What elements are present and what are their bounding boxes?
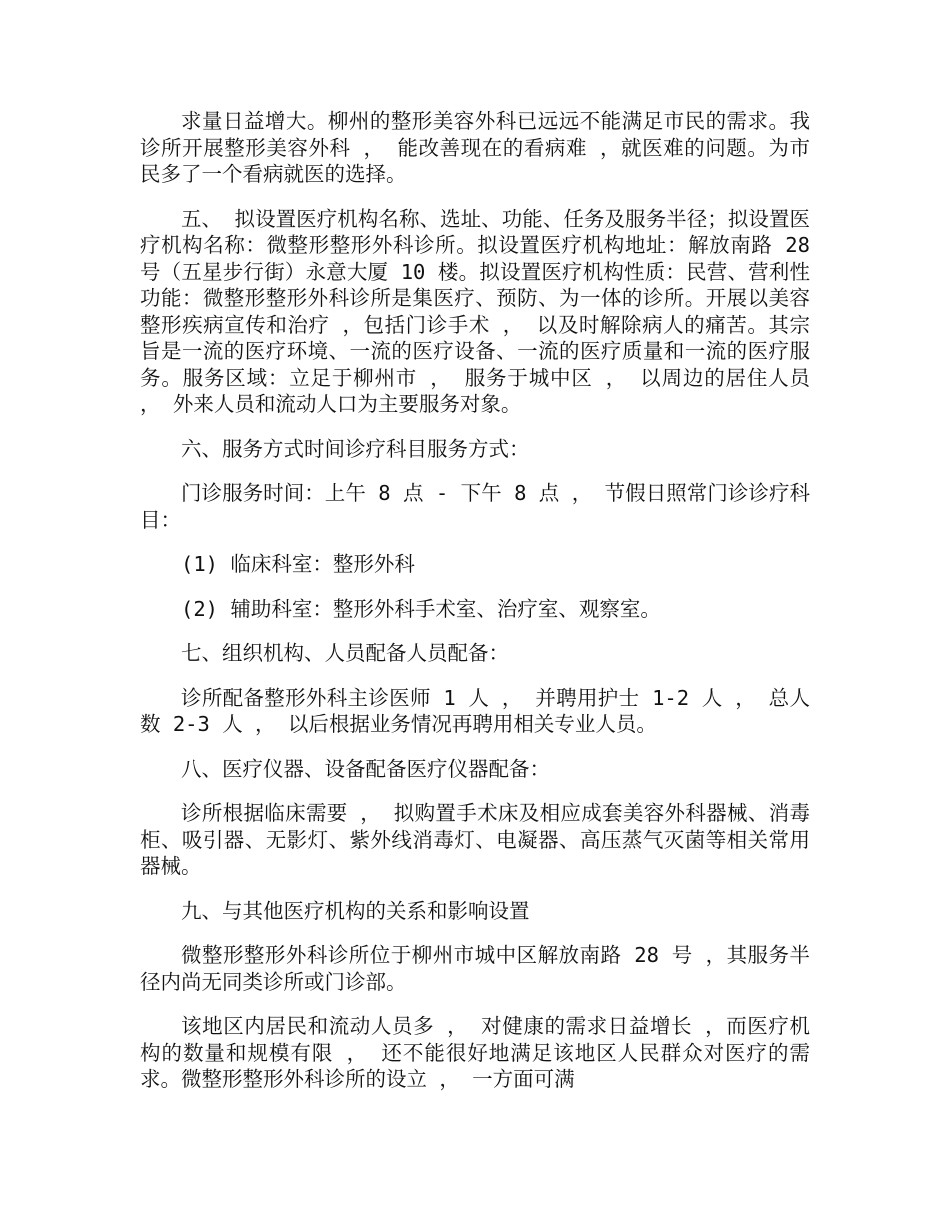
paragraph-continuation: 求量日益增大。柳州的整形美容外科已远远不能满足市民的需求。我诊所开展整形美容外科 ， 能改善现在的看病难 ，就医难的问题。为市民多了一个看病就医的选择。 xyxy=(140,109,810,186)
paragraph-section-five: 五、 拟设置医疗机构名称、选址、功能、任务及服务半径；拟设置医疗机构名称：微整形整形外科诊所。拟设置医疗机构地址：解放南路 28 号（五星步行街）永意大厦 10 楼。拟设置医疗机构性质：民营、营利性功能：微整形整形外科诊所是集医疗、预防、为一体的诊所。开展以美容整形疾病宣传和治疗 ，包括门诊手术 ， 以及时解除病人的痛苦。其宗旨是一流的医疗环境、一流的医疗设备、一流的医疗质量和一流的医疗服务。服务区域：立足于柳州市 ， 服务于城中区 ， 以周边的居住人员 ， 外来人员和流动人口为主要服务对象。 xyxy=(140,206,810,416)
paragraph-staffing: 诊所配备整形外科主诊医师 1 人 ， 并聘用护士 1-2 人 ， 总人数 2-3 人 ， 以后根据业务情况再聘用相关专业人员。 xyxy=(140,685,810,736)
paragraph-service-hours: 门诊服务时间：上午 8 点 - 下午 8 点 ， 节假日照常门诊诊疗科目： xyxy=(140,481,810,532)
paragraph-equipment: 诊所根据临床需要 ， 拟购置手术床及相应成套美容外科器械、消毒柜、吸引器、无影灯、紫外线消毒灯、电凝器、高压蒸气灭菌等相关常用器械。 xyxy=(140,801,810,878)
heading-section-eight: 八、医疗仪器、设备配备医疗仪器配备： xyxy=(181,756,550,781)
heading-section-six: 六、服务方式时间诊疗科目服务方式： xyxy=(181,436,530,461)
list-item-clinical-department: (1) 临床科室：整形外科 xyxy=(181,552,415,576)
paragraph-location: 微整形整形外科诊所位于柳州市城中区解放南路 28 号 ，其服务半径内尚无同类诊所或门诊部。 xyxy=(140,943,810,994)
paragraph-demand: 该地区内居民和流动人员多 ， 对健康的需求日益增长 ，而医疗机构的数量和规模有限 ， 还不能很好地满足该地区人民群众对医疗的需求。微整形整形外科诊所的设立 ， 一方面可满 xyxy=(140,1014,810,1091)
heading-section-nine: 九、与其他医疗机构的关系和影响设置 xyxy=(181,898,530,923)
list-item-auxiliary-department: (2) 辅助科室：整形外科手术室、治疗室、观察室。 xyxy=(181,596,661,621)
heading-section-seven: 七、组织机构、人员配备人员配备： xyxy=(181,641,509,665)
